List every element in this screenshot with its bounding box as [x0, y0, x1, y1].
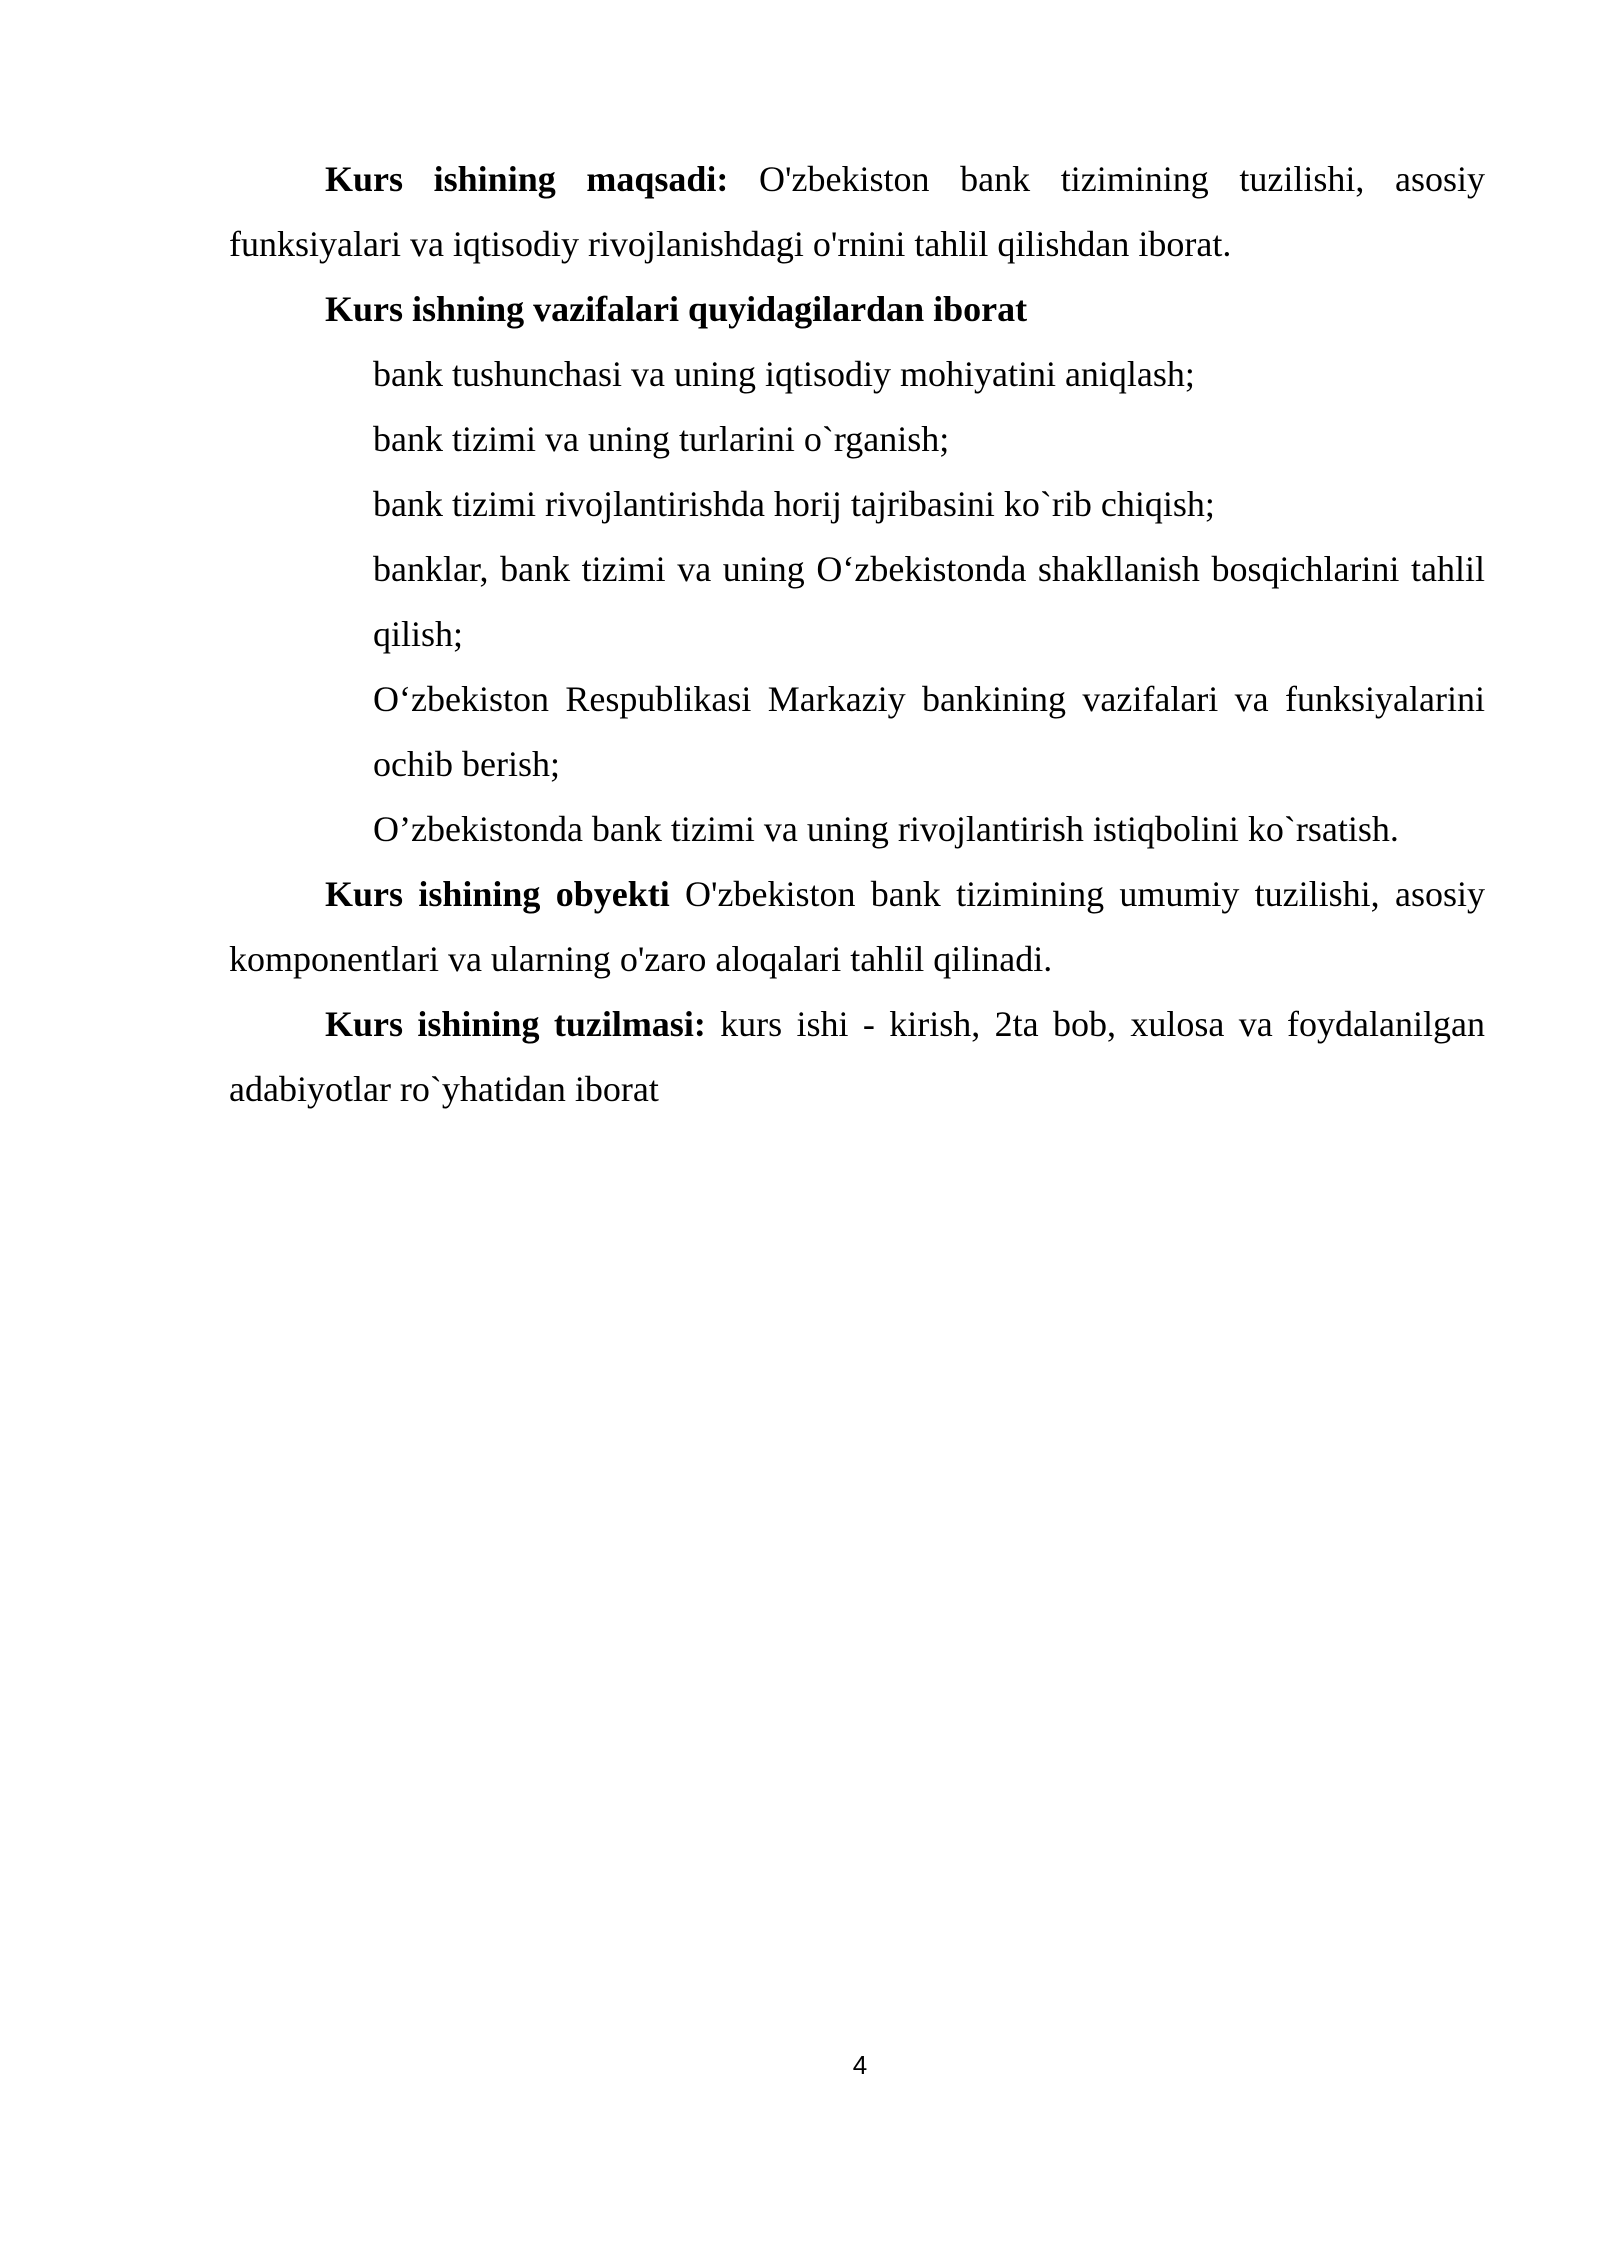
document-body — [229, 147, 1485, 1122]
list-item: bank tizimi rivojlantirishda horij tajribasini ko`rib chiqish; — [373, 484, 1215, 524]
structure-paragraph — [229, 992, 1485, 1122]
goal-text: O'zbekiston bank tizimining tuzilishi, asosiy funksiyalari va iqtisodiy rivojlanishdagi o'rnini tahlil qilishdan iborat. — [229, 159, 1486, 264]
structure-text: kurs ishi - kirish, 2ta bob, xulosa va foydalanilgan adabiyotlar ro`yhatidan iborat — [229, 1004, 1485, 1109]
list-item: banklar, bank tizimi va uning O‘zbekistonda shakllanish bosqichlarini tahlil qilish; — [373, 549, 1485, 654]
tasks-list — [229, 342, 1485, 862]
goal-paragraph — [229, 147, 1485, 277]
object-paragraph — [229, 862, 1485, 992]
tasks-heading: Kurs ishning vazifalari quyidagilardan iborat — [325, 289, 1028, 329]
list-item: O’zbekistonda bank tizimi va uning rivojlantirish istiqbolini ko`rsatish. — [373, 809, 1399, 849]
object-label: Kurs ishining obyekti — [325, 874, 670, 914]
structure-label: Kurs ishining tuzilmasi: — [325, 1004, 706, 1044]
object-text: O'zbekiston bank tizimining umumiy tuzilishi, asosiy komponentlari va ularning o'zaro aloqalari tahlil qilinadi. — [229, 874, 1485, 979]
list-item: bank tizimi va uning turlarini o`rganish; — [373, 419, 950, 459]
list-item: O‘zbekiston Respublikasi Markaziy bankining vazifalari va funksiyalarini ochib berish; — [373, 679, 1485, 784]
page-number: 4 — [852, 2050, 868, 2080]
goal-label: Kurs ishining maqsadi: — [325, 159, 729, 199]
list-item: bank tushunchasi va uning iqtisodiy mohiyatini aniqlash; — [373, 354, 1195, 394]
